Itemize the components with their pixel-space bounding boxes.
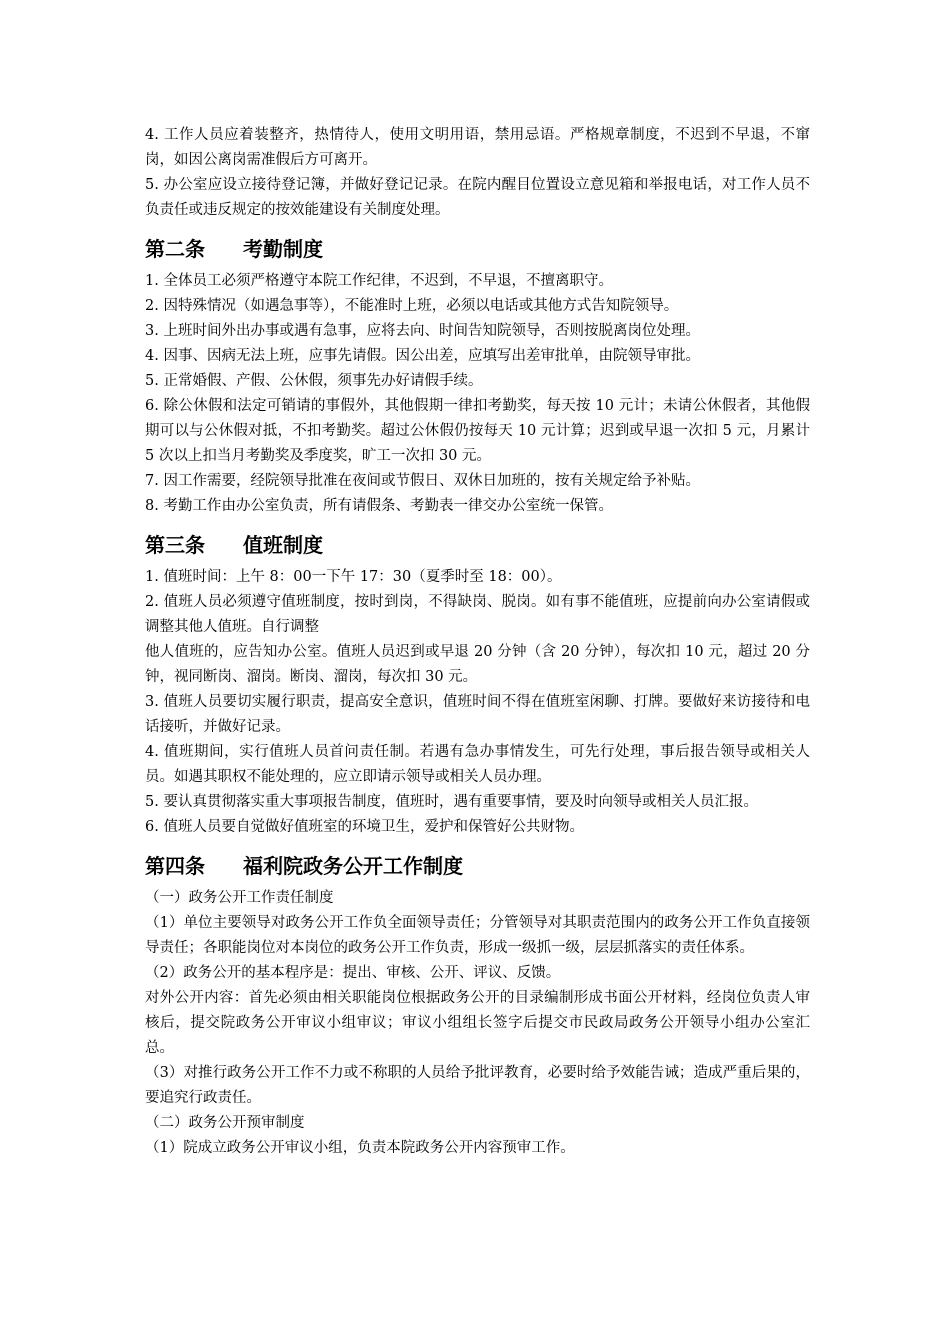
paragraph: 对外公开内容：首先必须由相关职能岗位根据政务公开的目录编制形成书面公开材料，经岗位负责人审核后，提交院政务公开审议小组审议；审议小组组长签字后提交市民政局政务公开领导小组办公室汇总。 — [145, 990, 810, 1056]
paragraph: 6. 值班人员要自觉做好值班室的环境卫生，爱护和保管好公共财物。 — [145, 819, 584, 835]
paragraph: 5. 正常婚假、产假、公休假，须事先办好请假手续。 — [145, 373, 483, 389]
paragraph: （二）政务公开预审制度 — [145, 1115, 305, 1131]
paragraph: 1. 全体员工必须严格遵守本院工作纪律，不迟到，不早退，不擅离职守。 — [145, 273, 613, 289]
paragraph: （一）政务公开工作责任制度 — [145, 890, 334, 906]
section-title: 福利院政务公开工作制度 — [243, 854, 463, 878]
section-heading — [145, 531, 810, 559]
section-number: 第二条 — [145, 237, 205, 261]
paragraph: 1. 值班时间：上午 8：00一下午 17：30（夏季时至 18：00）。 — [145, 569, 562, 585]
paragraph: 7. 因工作需要，经院领导批准在夜间或节假日、双休日加班的，按有关规定给予补贴。 — [145, 473, 700, 489]
paragraph: 4. 值班期间，实行值班人员首问责任制。若遇有急办事情发生，可先行处理，事后报告领导或相关人员。如遇其职权不能处理的，应立即请示领导或相关人员办理。 — [145, 744, 810, 785]
paragraph: 他人值班的，应告知办公室。值班人员迟到或早退 20 分钟（含 20 分钟），每次扣 10 元，超过 20 分钟，视同断岗、溜岗。断岗、溜岗，每次扣 30 元。 — [145, 644, 810, 685]
paragraph: （2）政务公开的基本程序是：提出、审核、公开、评议、反馈。 — [145, 965, 561, 981]
intro-paragraph: 5. 办公室应设立接待登记簿，并做好登记记录。在院内醒目位置设立意见箱和举报电话，对工作人员不负责任或违反规定的按效能建设有关制度处理。 — [145, 177, 810, 218]
paragraph: 2. 因特殊情况（如遇急事等），不能准时上班，必须以电话或其他方式告知院领导。 — [145, 298, 679, 314]
section-title: 值班制度 — [243, 533, 323, 557]
paragraph: 2. 值班人员必须遵守值班制度，按时到岗，不得缺岗、脱岗。如有事不能值班，应提前向办公室请假或调整其他人值班。自行调整 — [145, 594, 810, 635]
section-number: 第三条 — [145, 533, 205, 557]
section-number: 第四条 — [145, 854, 205, 878]
paragraph: 8. 考勤工作由办公室负责，所有请假条、考勤表一律交办公室统一保管。 — [145, 498, 613, 514]
paragraph: 6. 除公休假和法定可销请的事假外，其他假期一律扣考勤奖，每天按 10 元计；未请公休假者，其他假期可以与公休假对抵，不扣考勤奖。超过公休假仍按每天 10 元计算；迟到或早退一次扣 5 元，月累计 5 次以上扣当月考勤奖及季度奖，旷工一次扣 30 元。 — [145, 398, 810, 464]
section-title: 考勤制度 — [243, 237, 323, 261]
section-heading — [145, 852, 810, 880]
document-page — [145, 123, 810, 1161]
intro-paragraph: 4. 工作人员应着装整齐，热情待人，使用文明用语，禁用忌语。严格规章制度，不迟到不早退，不窜岗，如因公离岗需准假后方可离开。 — [145, 127, 810, 168]
paragraph: （3）对推行政务公开工作不力或不称职的人员给予批评教育，必要时给予效能告诫；造成严重后果的，要追究行政责任。 — [145, 1065, 810, 1106]
paragraph: 4. 因事、因病无法上班，应事先请假。因公出差，应填写出差审批单，由院领导审批。 — [145, 348, 700, 364]
paragraph: 3. 值班人员要切实履行职责，提高安全意识，值班时间不得在值班室闲聊、打牌。要做好来访接待和电话接听，并做好记录。 — [145, 694, 810, 735]
paragraph: 3. 上班时间外出办事或遇有急事，应将去向、时间告知院领导，否则按脱离岗位处理。 — [145, 323, 700, 339]
paragraph: 5. 要认真贯彻落实重大事项报告制度，值班时，遇有重要事情，要及时向领导或相关人员汇报。 — [145, 794, 758, 810]
paragraph: （1）单位主要领导对政务公开工作负全面领导责任；分管领导对其职责范围内的政务公开工作负直接领导责任；各职能岗位对本岗位的政务公开工作负责，形成一级抓一级，层层抓落实的责任体系。 — [145, 915, 810, 956]
paragraph: （1）院成立政务公开审议小组，负责本院政务公开内容预审工作。 — [145, 1140, 575, 1156]
section-heading — [145, 235, 810, 263]
